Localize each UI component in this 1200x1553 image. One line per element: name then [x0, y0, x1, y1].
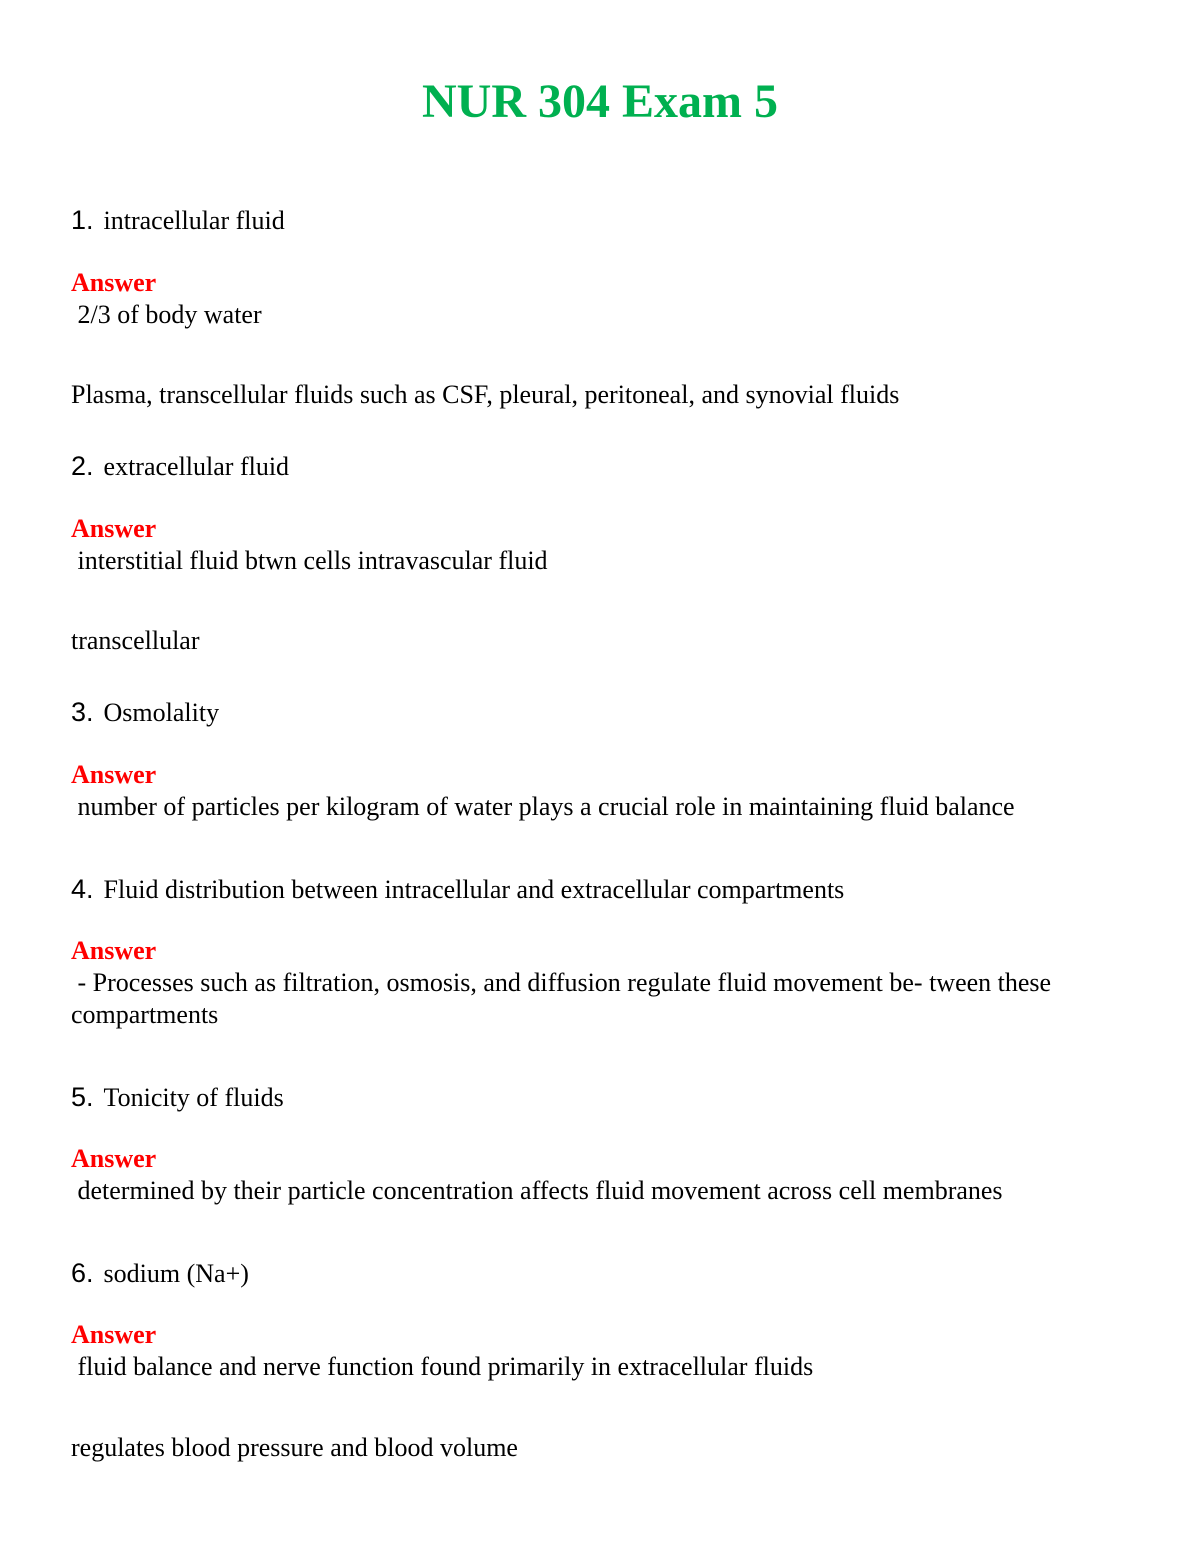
answer-text: determined by their particle concentration affects fluid movement across cell membranes	[71, 1176, 1003, 1205]
question-text: intracellular fluid	[103, 206, 285, 235]
question-text: Osmolality	[103, 698, 220, 727]
answer-text: number of particles per kilogram of water plays a crucial role in maintaining fluid balance	[71, 792, 1015, 821]
question-3	[71, 696, 219, 729]
question-4	[71, 873, 844, 906]
answer-text: fluid balance and nerve function found primarily in extracellular fluids	[71, 1352, 814, 1381]
answer-label: Answer	[71, 268, 157, 297]
question-number: 5.	[71, 1082, 94, 1112]
answer-label: Answer	[71, 514, 157, 543]
answer-label: Answer	[71, 1320, 157, 1349]
answer-extra: regulates blood pressure and blood volume	[71, 1433, 518, 1462]
question-text: Tonicity of fluids	[103, 1083, 284, 1112]
question-2	[71, 450, 289, 483]
question-number: 4.	[71, 874, 94, 904]
answer-extra: Plasma, transcellular fluids such as CSF, pleural, peritoneal, and synovial fluids	[71, 380, 900, 409]
question-5	[71, 1081, 284, 1114]
question-number: 2.	[71, 451, 94, 481]
answer-text: 2/3 of body water	[71, 300, 262, 329]
question-number: 1.	[71, 205, 94, 235]
answer-text: interstitial fluid btwn cells intravascular fluid	[71, 546, 548, 575]
question-text: sodium (Na+)	[103, 1259, 249, 1288]
answer-label: Answer	[71, 760, 157, 789]
answer-extra: transcellular	[71, 626, 200, 655]
question-number: 6.	[71, 1258, 94, 1288]
question-6	[71, 1257, 249, 1290]
answer-label: Answer	[71, 1144, 157, 1173]
question-number: 3.	[71, 697, 94, 727]
page-title: NUR 304 Exam 5	[422, 75, 778, 128]
answer-label: Answer	[71, 936, 157, 965]
question-1	[71, 204, 285, 237]
question-text: extracellular fluid	[103, 452, 290, 481]
question-text: Fluid distribution between intracellular and extracellular compartments	[103, 875, 845, 904]
answer-text: - Processes such as filtration, osmosis, and diffusion regulate fluid movement be- tween these compartments	[71, 968, 1058, 1029]
